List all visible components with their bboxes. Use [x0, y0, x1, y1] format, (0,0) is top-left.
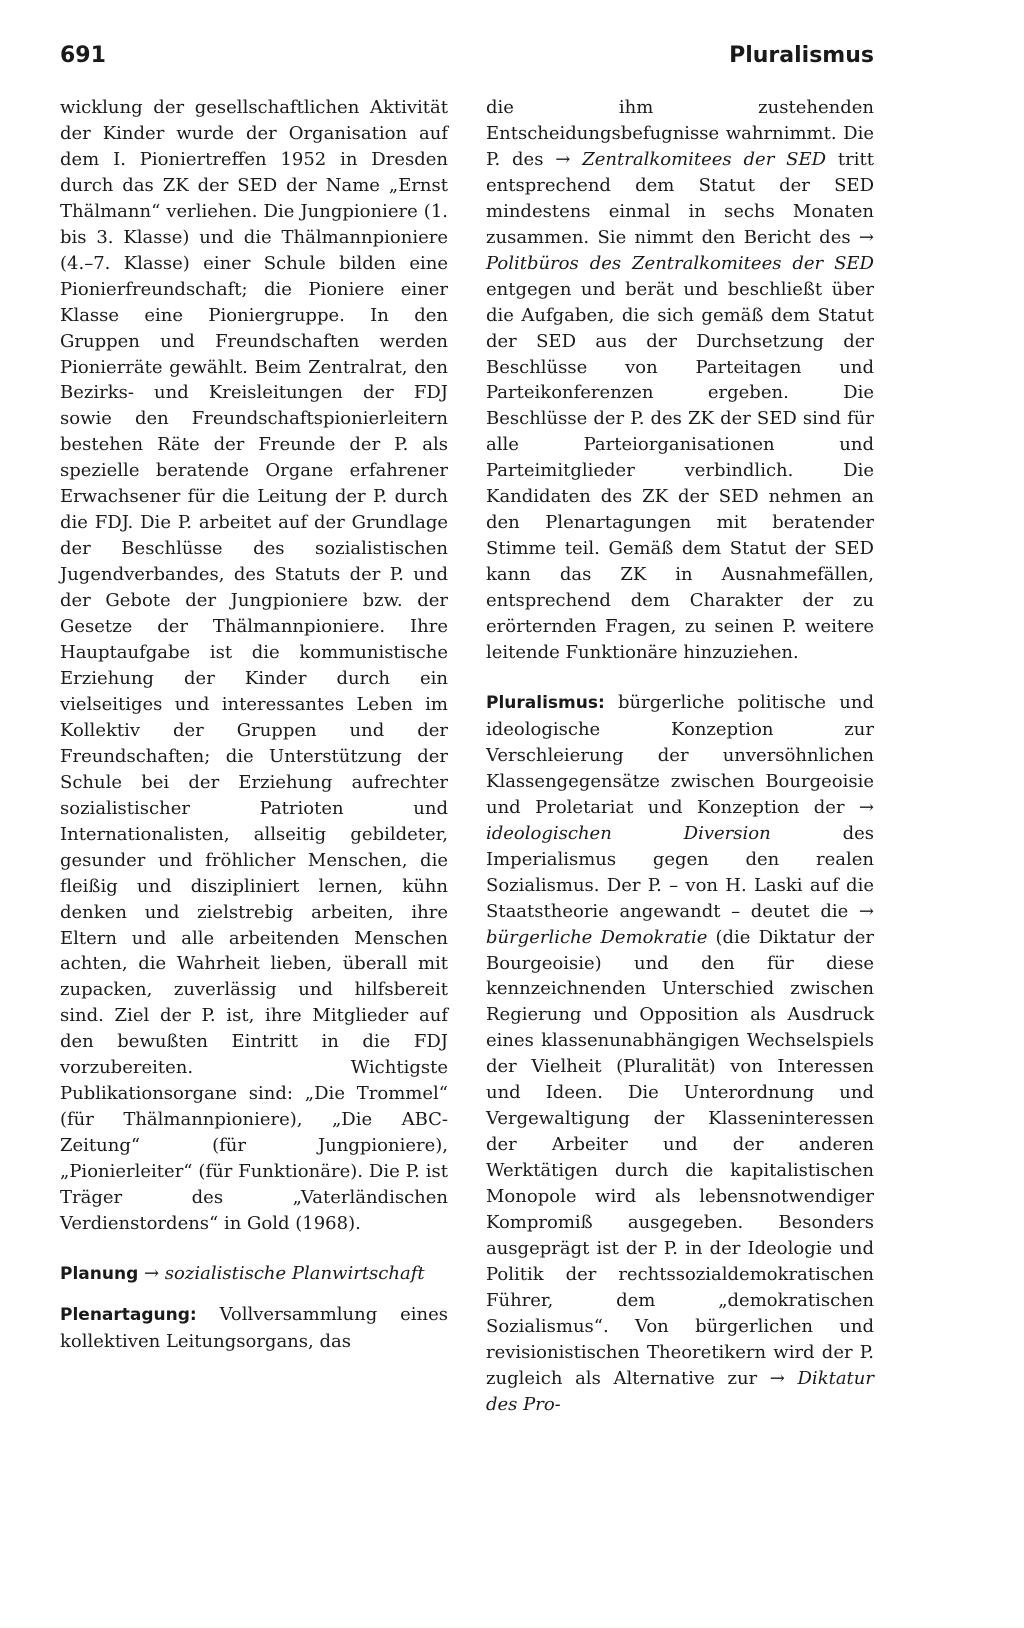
cross-reference-ideologische-diversion: ideologischen Diversion [486, 822, 771, 844]
entry-continuation-pionierorganisation: wicklung der gesellschaftlichen Aktivität der Kinder wurde der Organisation auf dem I. Pioniertreffen 1952 in Dresden durch das ZK der SED der Name „Ernst Thälmann“ verliehen. Die Jungpioniere (1. bis 3. Klasse) und die Thälmannpioniere (4.–7. Klasse) einer Schule bilden eine Pionierfreundschaft; die Pioniere einer Klasse eine Pioniergruppe. In den Gruppen und Freundschaften werden Pionierräte gewählt. Beim Zentralrat, den Bezirks- und Kreisleitungen der FDJ sowie den Freundschaftspionierleitern bestehen Räte der Freunde der P. als spezielle beratende Organe erfahrener Erwachsener für die Leitung der P. durch die FDJ. Die P. arbeitet auf der Grundlage der Beschlüsse des sozialistischen Jugendverbandes, des Statuts der P. und der Gebote der Jungpioniere bzw. der Gesetze der Thälmannpioniere. Ihre Hauptaufgabe ist die kommunistische Erziehung der Kinder durch ein vielseitiges und interessantes Leben im Kollektiv der Gruppen und der Freundschaften; die Unterstützung der Schule bei der Erziehung aufrechter sozialistischer Patrioten und Internationalisten, allseitig gebildeter, gesunder und fröhlicher Menschen, die fleißig und diszipliniert lernen, kühn denken und zielstrebig arbeiten, ihre Eltern und alle arbeitenden Menschen achten, die Wahrheit lieben, überall mit zupacken, zuverlässig und hilfsbereit sind. Ziel der P. ist, ihre Mitglieder auf den bewußten Eintritt in die FDJ vorzubereiten. Wichtigste Publikationsorgane sind: „Die Trommel“ (für Thälmannpioniere), „Die ABC-Zeitung“ (für Jungpioniere), „Pionierleiter“ (für Funktionäre). Die P. ist Träger des „Vaterländischen Verdienstordens“ in Gold (1968). [60, 97, 448, 1234]
entry-continuation-plenartagung [486, 95, 874, 666]
cross-reference-buergerliche-demokratie: bürgerliche Demokratie [486, 926, 708, 948]
text-segment: bürgerliche politische und ideologische Konzeption zur Verschleierung der unversöhnlichen Klassengegensätze zwischen Bourgeoisie und Proletariat und Konzeption der → [486, 691, 874, 818]
cross-reference-planwirtschaft: → sozialistische Planwirtschaft [143, 1262, 425, 1284]
right-column [486, 95, 874, 1418]
cross-reference-politbuero: Politbüros des Zentralkomitees der SED [486, 252, 874, 274]
page-number: 691 [60, 43, 106, 68]
entry-planung [60, 1261, 448, 1288]
text-segment: die ihm zustehenden Entscheidungsbefugnisse wahrnimmt. Die P. des → [486, 97, 874, 170]
cross-reference-zentralkomitee: Zentralkomitees der SED [582, 148, 827, 170]
entry-term-planung: Planung [60, 1263, 139, 1284]
entry-plenartagung [60, 1302, 448, 1355]
entry-text-plenartagung: Vollversammlung eines kollektiven Leitungsorgans, das [60, 1303, 448, 1352]
left-column [60, 95, 448, 1355]
entry-term-pluralismus: Pluralismus: [486, 692, 605, 713]
text-segment: tritt entsprechend dem Statut der SED mindestens einmal in sechs Monaten zusammen. Sie nimmt den Bericht des → [486, 148, 874, 248]
text-segment: (die Diktatur der Bourgeoisie) und den für diese kennzeichnenden Unterschied zwischen Regierung und Opposition als Ausdruck eines klassenunabhängigen Wechselspiels der Vielheit (Pluralität) von Interessen und Ideen. Die Unterordnung und Vergewaltigung der Klasseninteressen der Arbeiter und der anderen Werktätigen durch die kapitalistischen Monopole wird als lebensnotwendiger Kompromiß ausgegeben. Besonders ausgeprägt ist der P. in der Ideologie und Politik der rechtssozialdemokratischen Führer, dem „demokratischen Sozialismus“. Von bürgerlichen und revisionistischen Theoretikern wird der P. zugleich als Alternative zur → [486, 926, 875, 1389]
entry-term-plenartagung: Plenartagung: [60, 1304, 197, 1325]
running-title: Pluralismus [729, 43, 874, 68]
text-segment: des Imperialismus gegen den realen Sozialismus. Der P. – von H. Laski auf die Staatstheorie angewandt – deutet die → [486, 822, 875, 922]
entry-pluralismus [486, 690, 874, 1418]
text-segment: entgegen und berät und beschließt über die Aufgaben, die sich gemäß dem Statut der SED aus der Durchsetzung der Beschlüsse von Parteitagen und Parteikonferenzen ergeben. Die Beschlüsse der P. des ZK der SED sind für alle Parteiorganisationen und Parteimitglieder verbindlich. Die Kandidaten des ZK der SED nehmen an den Plenartagungen mit beratender Stimme teil. Gemäß dem Statut der SED kann das ZK in Ausnahmefällen, entsprechend dem Charakter der zu erörternden Fragen, zu seinen P. weitere leitende Funktionäre hinzuziehen. [486, 278, 874, 664]
cross-reference-diktatur: Diktatur des Pro- [486, 1367, 874, 1415]
